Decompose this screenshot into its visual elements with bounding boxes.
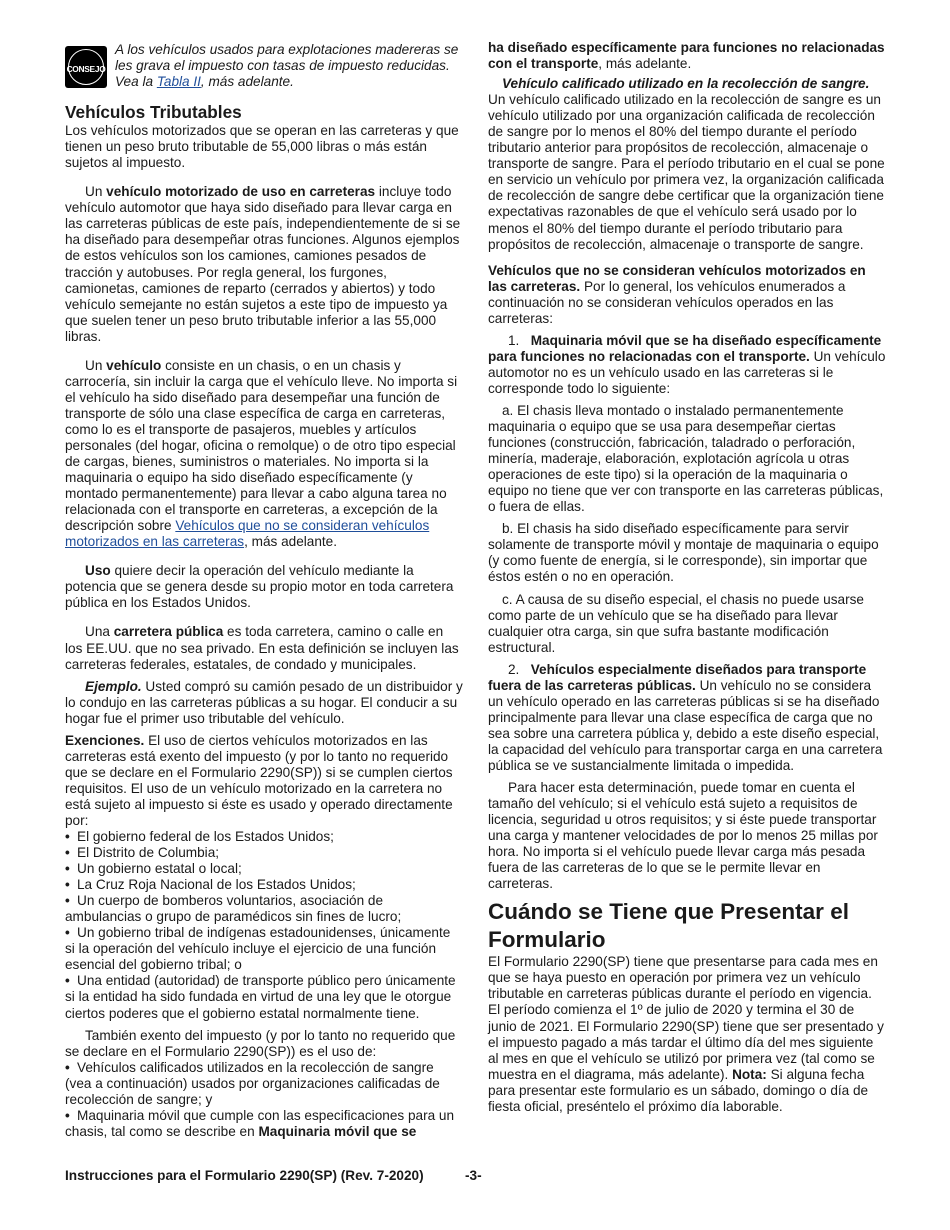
blood-vehicle-paragraph: Vehículo calificado utilizado en la recolección de sangre. Un vehículo calificado utilizado en la recolección de sangre es un vehículo utilizado por una organización calificada de recolección de sangre por lo menos el 80% del tiempo durante el período tributario anterior para propósitos de recolección, almacenaje o transporte de sangre. Para el período tributario en el cual se pone en servicio un vehículo por primera vez, la organización calificada de recolección de sangre debe certificar que la organización tiene expectativas razonables de que el vehículo será usado por lo menos el 80% del tiempo durante el período tributario para propósitos de recolección, almacenaje o transporte de sangre.: [488, 76, 885, 252]
right-column: [488, 40, 886, 1115]
section-heading-vehiculos-tributables: Vehículos Tributables: [65, 102, 242, 123]
subitem-c: c. A causa de su diseño especial, el chasis no puede usarse como parte de un vehículo que se ha diseñado para llevar cualquier otra carga, sin que sufra bastante modificación estructural.: [488, 591, 864, 655]
list-item: • Vehículos calificados utilizados en la recolección de sangre (vea a continuación) usados por organizaciones calificadas de recolección de sangre; y: [65, 1060, 463, 1108]
consejo-icon: CONSEJO: [65, 46, 107, 88]
paragraph: El Formulario 2290(SP) tiene que presentarse para cada mes en que se haya puesto en operación por primera vez un vehículo tributable en carreteras públicas durante el período en vigencia. El período comienza el 1º de julio de 2020 y termina el 30 de junio de 2021. El Formulario 2290(SP) tiene que ser presentado y el impuesto pagado a más tardar el último día del mes siguiente al mes en que el vehículo se utilizó por primera vez (tal como se muestra en el diagrama, más adelante). Nota: Si alguna fecha para presentar este formulario es un sábado, domingo o día de fiesta oficial, preséntelo el próximo día laborable.: [488, 954, 884, 1114]
paragraph: Una carretera pública es toda carretera, camino o calle en los EE.UU. que no sea privado. En esta definición se incluyen las carreteras federales, estatales, de condado y municipales.: [65, 624, 459, 672]
list-item: • Maquinaria móvil que cumple con las especificaciones para un chasis, tal como se describe en Maquinaria móvil que se: [65, 1108, 463, 1140]
tabla-ii-link[interactable]: Tabla II: [156, 74, 201, 90]
list-item: • Un cuerpo de bomberos voluntarios, asociación de ambulancias o grupo de paramédicos sin fines de lucro;: [65, 893, 463, 925]
left-column: [65, 40, 463, 1140]
subitem-b: b. El chasis ha sido diseñado específicamente para servir solamente de transporte móvil y montaje de maquinaria o equipo (y como fuente de energía, si le corresponde), sin importar que éstos estén o no en operación.: [488, 521, 879, 585]
exemption-list-2: [65, 1060, 463, 1140]
list-item: • La Cruz Roja Nacional de los Estados Unidos;: [65, 877, 463, 893]
subitem-a: a. El chasis lleva montado o instalado permanentemente maquinaria o equipo que se usa para desempeñar ciertas funciones (construcción, fabricación, taladrado o perforación, minería, maderaje, elaboración, explotación agrícola u otras operaciones de este tipo) si la operación de la maquinaria o equipo no tiene que ver con transporte en las carreteras públicas, o fuera de ellas.: [488, 402, 884, 515]
paragraph-continued: ha diseñado específicamente para funciones no relacionadas con el transporte, más adelante.: [488, 40, 885, 72]
paragraph: Un vehículo motorizado de uso en carreteras incluye todo vehículo automotor que haya sido diseñado para llevar carga en las carreteras públicas de este país, independientemente de si se ha diseñado para desempeñar otras funciones. Algunos ejemplos de estos vehículos son los camiones, camiones pesados de tracción y autobuses. Por regla general, los furgones, camionetas, camiones de reparto (cerrados y abiertos) y todo vehículo semejante no están sujetos a este tipo de impuesto ya que suelen tener un peso bruto tributable inferior a las 55,000 libras.: [65, 184, 461, 344]
non-highway-vehicles-paragraph: Vehículos que no se consideran vehículos motorizados en las carreteras. Por lo general, los vehículos enumerados a continuación no se consideran vehículos operados en las carreteras:: [488, 262, 866, 326]
exenciones-paragraph: Exenciones. El uso de ciertos vehículos motorizados en las carreteras está exento del impuesto (y por lo tanto no requerido que se declare en el Formulario 2290(SP)) si se cumplen ciertos requisitos. El uso de un vehículo motorizado en la carretera no está sujeto al impuesto si éste es usado y operado directamente por:: [65, 732, 453, 828]
numbered-item-2: 2. Vehículos especialmente diseñados para transporte fuera de las carreteras públicas. Un vehículo no se considera un vehículo operado en las carreteras públicas si se ha diseñado principalmente para llevar una clase específica de carga que no sea sobre una carretera pública y, debido a este diseño especial, la capacidad del vehículo para transportar carga en una carretera pública se ve sustancialmente limitada o impedida.: [488, 661, 883, 773]
list-item: • Un gobierno estatal o local;: [65, 861, 463, 877]
example-paragraph: Ejemplo. Usted compró su camión pesado de un distribuidor y lo condujo en las carreteras públicas a su hogar. El conducir a su hogar fue el primer uso tributable del vehículo.: [65, 678, 463, 726]
footer-title: Instrucciones para el Formulario 2290(SP) (Rev. 7-2020): [65, 1168, 424, 1183]
page-number: -3-: [465, 1168, 482, 1183]
page-footer: [65, 1168, 485, 1183]
numbered-item-1: 1. Maquinaria móvil que se ha diseñado específicamente para funciones no relacionadas con el transporte. Un vehículo automotor no es un vehículo usado en las carreteras si le corresponde todo lo siguiente:: [488, 332, 886, 396]
list-item: • Un gobierno tribal de indígenas estadounidenses, únicamente si la operación del vehículo incluye el ejercicio de una función esencial del gobierno tribal; o: [65, 925, 463, 973]
tip-text: A los vehículos usados para explotaciones madereras se les grava el impuesto con tasas de impuesto reducidas. Vea la: [115, 42, 459, 90]
vehiculos-no-considerados-link[interactable]: Vehículos que no se consideran vehículos motorizados en las carreteras: [65, 518, 430, 550]
paragraph: Los vehículos motorizados que se operan en las carreteras y que tienen un peso bruto tributable de 55,000 libras o más están sujetos al impuesto.: [65, 123, 459, 171]
paragraph: También exento del impuesto (y por lo tanto no requerido que se declare en el Formulario 2290(SP)) es el uso de:: [65, 1027, 456, 1059]
exemption-list: [65, 829, 463, 1022]
list-item: • El Distrito de Columbia;: [65, 845, 463, 861]
section-heading-cuando-presentar: Cuándo se Tiene que Presentar el Formulario: [488, 899, 849, 953]
paragraph: Un vehículo consiste en un chasis, o en un chasis y carrocería, sin incluir la carga que el vehículo lleve. No importa si el vehículo ha sido diseñado para desempeñar una función de transporte de sólo una clase específica de carga en carreteras, como lo es el transporte de pasajeros, muebles y artículos personales (del hogar, oficina o remolque) o de otro tipo especial de cargas, bienes, suministros o materiales. No importa si la maquinaria o equipo ha sido diseñado específicamente (y montado permanentemente) para llevar a cabo alguna tarea no relacionada con el transporte en carreteras, a excepción de la descripción sobre Vehículos que no se consideran vehículos motorizados en las carreteras, más adelante.: [65, 357, 458, 550]
list-item: • Una entidad (autoridad) de transporte público pero únicamente si la entidad ha sido fundada en virtud de una ley que le otorgue ciertos poderes que el gobierno estatal normalmente tiene.: [65, 973, 463, 1021]
paragraph: Para hacer esta determinación, puede tomar en cuenta el tamaño del vehículo; si el vehículo está sujeto a requisitos de licencia, seguridad u otros requisitos; y si éste puede transportar una carga y mantener velocidades de por lo menos 25 millas por hora. No importa si el vehículo puede llevar carga más pesada fuera de las carreteras de lo que se le permite llevar en carreteras.: [488, 780, 878, 892]
list-item: • El gobierno federal de los Estados Unidos;: [65, 829, 463, 845]
tip-box: CONSEJO A los vehículos usados para explotaciones madereras se les grava el impuesto con tasas de impuesto reducidas. Vea la Tabla II, más adelante.: [66, 42, 459, 90]
paragraph: Uso quiere decir la operación del vehículo mediante la potencia que se genera desde su propio motor en toda carretera pública en los Estados Unidos.: [65, 563, 454, 611]
